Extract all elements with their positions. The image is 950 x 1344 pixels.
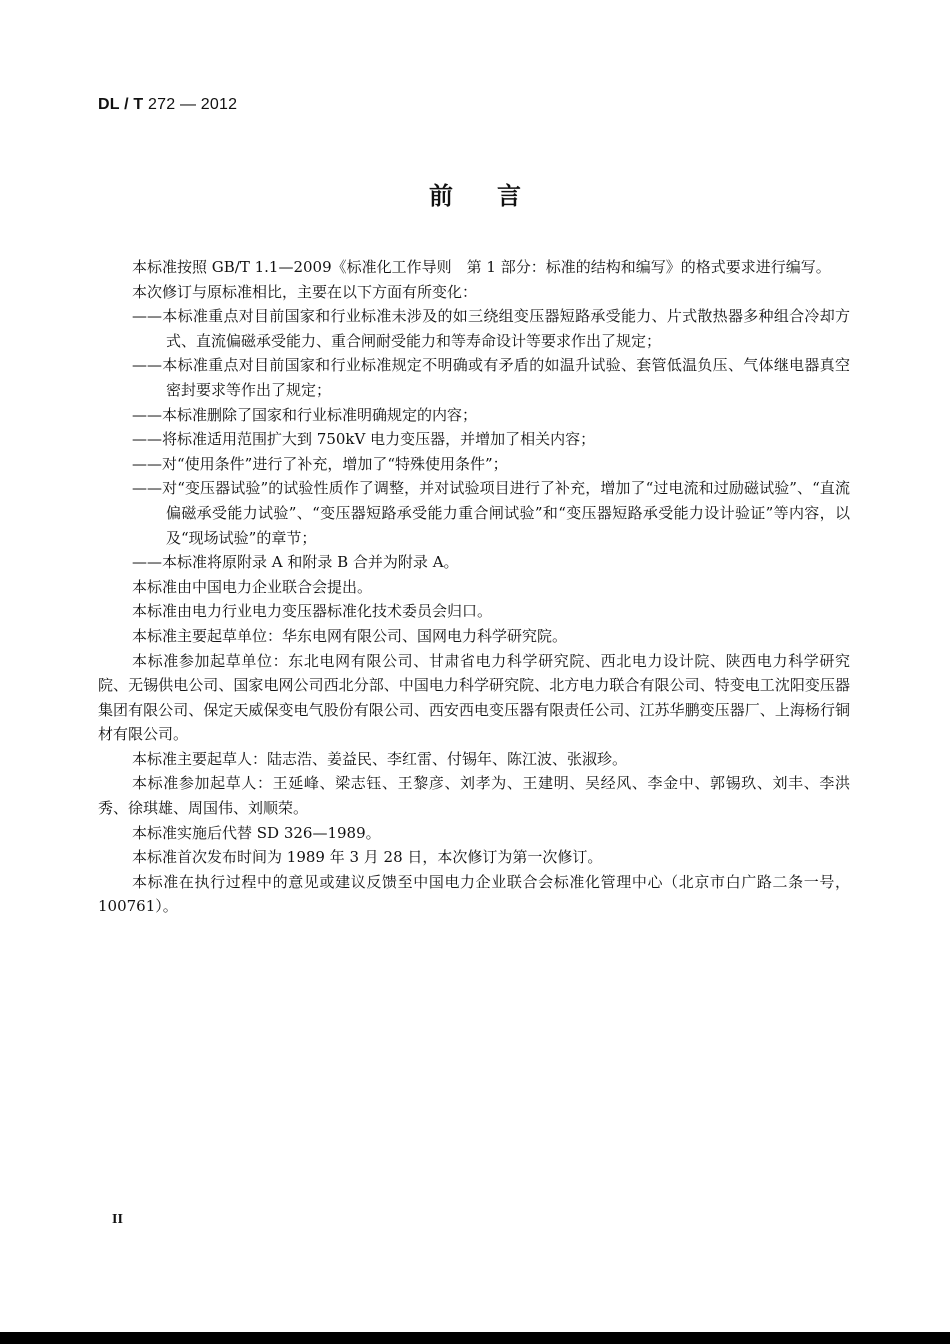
bottom-border	[0, 1332, 950, 1344]
paragraph: 本标准参加起草人：王延峰、梁志钰、王黎彦、刘孝为、王建明、吴经风、李金中、郭锡玖、刘丰、李洪秀、徐琪雄、周国伟、刘顺荣。	[98, 774, 850, 818]
change-item: ——将标准适用范围扩大到 750kV 电力变压器，并增加了相关内容；	[132, 430, 596, 449]
paragraph: 本标准首次发布时间为 1989 年 3 月 28 日，本次修订为第一次修订。	[132, 848, 603, 867]
paragraph: 本标准主要起草人：陆志浩、姜益民、李红雷、付锡年、陈江波、张淑珍。	[132, 749, 628, 768]
paragraph: 本标准实施后代替 SD 326—1989。	[132, 823, 381, 842]
paragraph: 本次修订与原标准相比，主要在以下方面有所变化：	[132, 282, 478, 301]
page-number: II	[112, 1212, 123, 1227]
standard-prefix: DL / T	[98, 96, 144, 113]
change-item: ——本标准重点对目前国家和行业标准规定不明确或有矛盾的如温升试验、套管低温负压、气体继电器真空密封要求等作出了规定；	[132, 356, 850, 399]
change-item: ——本标准删除了国家和行业标准明确规定的内容；	[132, 405, 478, 424]
foreword-body	[98, 255, 850, 919]
change-item: ——对“变压器试验”的试验性质作了调整，并对试验项目进行了补充，增加了“过电流和过励磁试验”、“直流偏磁承受能力试验”、“变压器短路承受能力重合闸试验”和“变压器短路承受能力设计验证”等内容，以及“现场试验”的章节；	[132, 479, 850, 547]
document-code	[98, 96, 237, 114]
standard-number: 272 — 2012	[148, 96, 238, 113]
paragraph: 本标准在执行过程中的意见或建议反馈至中国电力企业联合会标准化管理中心（北京市白广路二条一号，100761）。	[98, 872, 850, 916]
paragraph: 本标准按照 GB/T 1.1—2009《标准化工作导则 第 1 部分：标准的结构和编写》的格式要求进行编写。	[132, 258, 831, 276]
change-item: ——对“使用条件”进行了补充，增加了“特殊使用条件”；	[132, 454, 508, 473]
paragraph: 本标准主要起草单位：华东电网有限公司、国网电力科学研究院。	[132, 626, 568, 645]
change-item: ——本标准将原附录 A 和附录 B 合并为附录 A。	[132, 553, 459, 572]
paragraph: 本标准由中国电力企业联合会提出。	[132, 577, 373, 596]
change-item: ——本标准重点对目前国家和行业标准未涉及的如三绕组变压器短路承受能力、片式散热器多种组合冷却方式、直流偏磁承受能力、重合闸耐受能力和等寿命设计等要求作出了规定；	[132, 307, 850, 350]
paragraph: 本标准参加起草单位：东北电网有限公司、甘肃省电力科学研究院、西北电力设计院、陕西电力科学研究院、无锡供电公司、国家电网公司西北分部、中国电力科学研究院、北方电力联合有限公司、特变电工沈阳变压器集团有限公司、保定天威保变电气股份有限公司、西安西电变压器有限责任公司、江苏华鹏变压器厂、上海杨行铜材有限公司。	[98, 651, 850, 744]
page-title: 前言	[429, 182, 565, 210]
paragraph: 本标准由电力行业电力变压器标准化技术委员会归口。	[132, 602, 493, 621]
